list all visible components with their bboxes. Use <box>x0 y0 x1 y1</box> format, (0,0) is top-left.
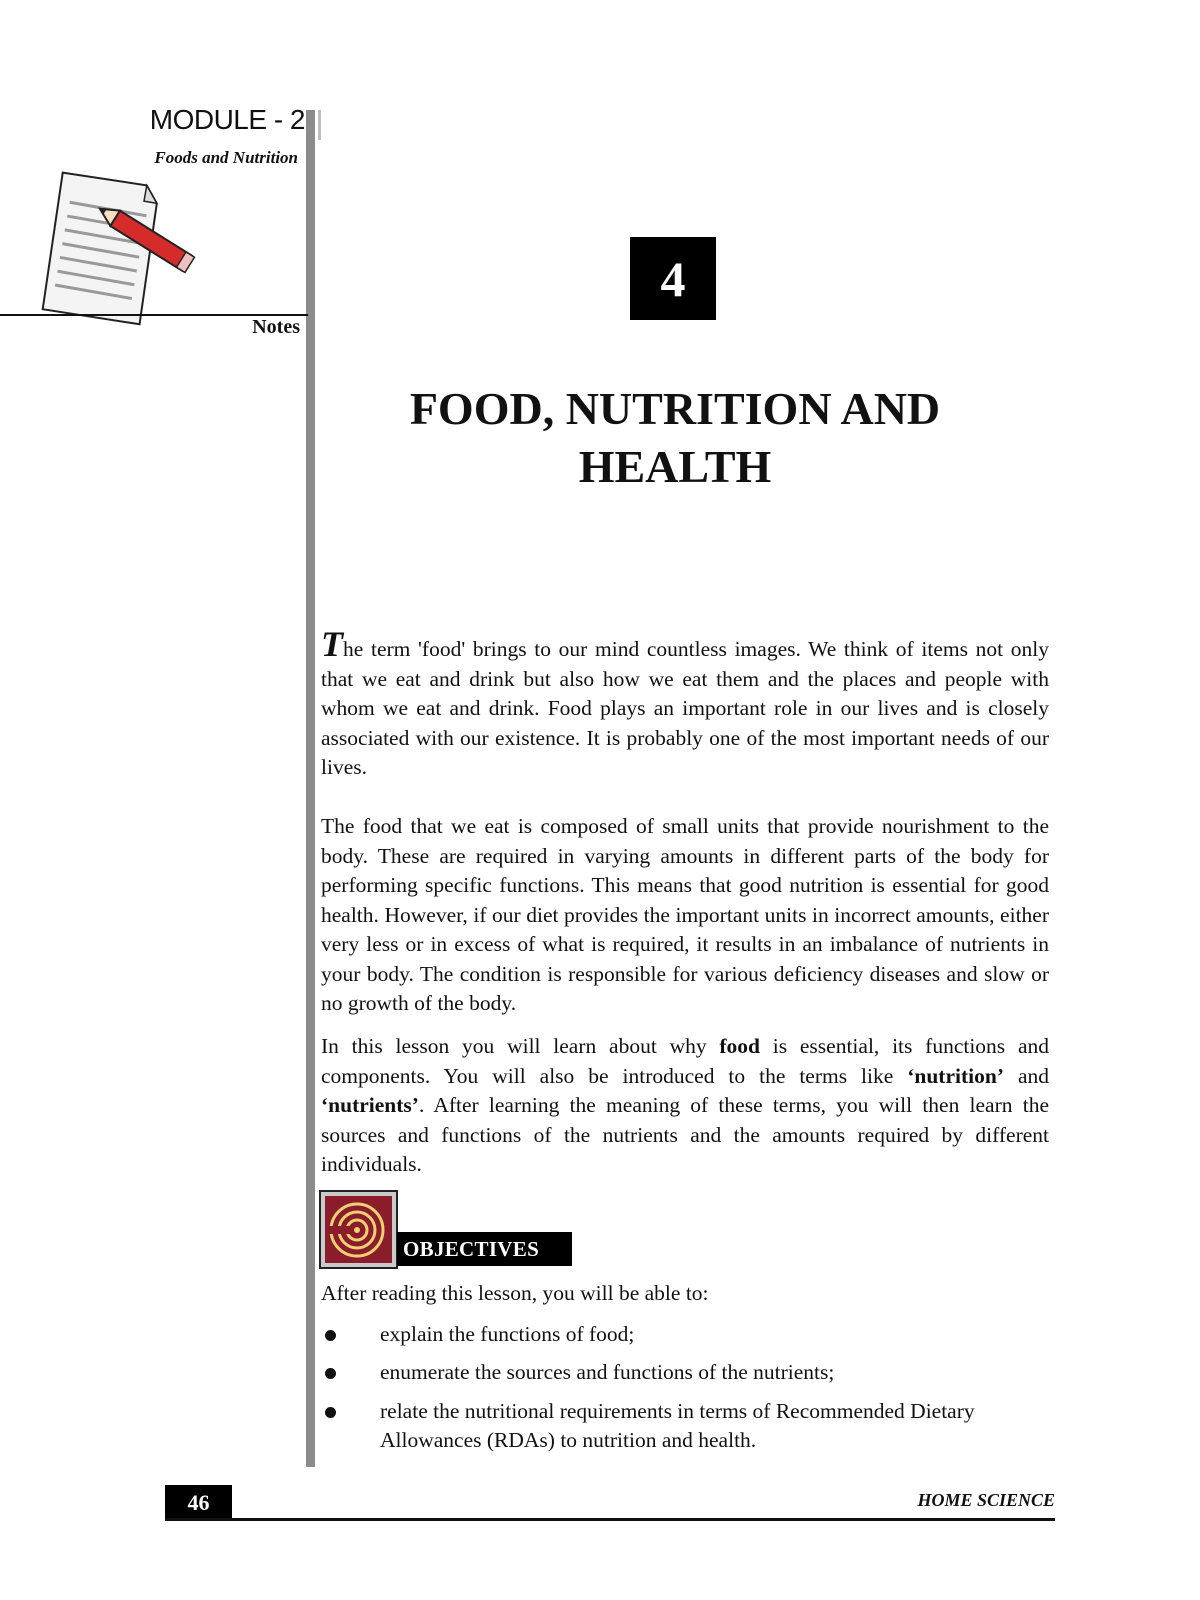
notes-label: Notes <box>252 316 300 338</box>
page-number: 46 <box>165 1485 232 1520</box>
paragraph-3 <box>321 1032 1049 1180</box>
objective-item <box>321 1320 1049 1350</box>
objective-item <box>321 1397 1049 1457</box>
objectives-intro: After reading this lesson, you will be able to: <box>321 1281 709 1305</box>
paragraph-2-text: The food that we eat is composed of small units that provide nourishment to the body. These are required in varying amounts in different parts of the body for performing specific functions. This means that good nutrition is essential for good health. However, if our diet provides the important units in incorrect amounts, either very less or in excess of what is required, it results in an imbalance of nutrients in your body. The condition is responsible for various deficiency diseases and slow or no growth of the body. <box>321 814 1049 1015</box>
bullet-icon <box>325 1330 336 1341</box>
paragraph-1 <box>321 624 1049 783</box>
bullet-icon <box>325 1407 336 1418</box>
objectives-target-icon <box>319 1190 398 1269</box>
objective-text: explain the functions of food; <box>380 1322 635 1346</box>
module-label: MODULE - 2 <box>149 104 305 135</box>
objective-text: relate the nutritional requirements in terms of Recommended Dietary Allowances (RDAs) to nutrition and health. <box>380 1399 975 1452</box>
chapter-title <box>330 380 1020 496</box>
paragraph-3-text-a: In this lesson you will learn about why <box>321 1034 720 1058</box>
objectives-heading: OBJECTIVES <box>397 1232 572 1266</box>
paragraph-3-text-c: is essential, its functions and components. You will also be introduced to the terms like <box>321 1034 1049 1088</box>
chapter-number: 4 <box>630 237 716 320</box>
objective-text: enumerate the sources and functions of the nutrients; <box>380 1360 835 1384</box>
paragraph-1-text: he term 'food' brings to our mind countless images. We think of items not only that we eat and drink but also how we eat them and the places and people with whom we eat and drink. Food plays an important role in our lives and is closely associated with our existence. It is probably one of the most important needs of our lives. <box>321 637 1049 779</box>
drop-cap: T <box>321 624 343 664</box>
notes-pencil-icon <box>30 170 205 330</box>
term-nutrients: ‘nutrients’ <box>321 1093 419 1117</box>
paragraph-3-text-e: and <box>1003 1063 1049 1088</box>
term-food: food <box>719 1034 760 1058</box>
term-nutrition: ‘nutrition’ <box>907 1063 1004 1088</box>
chapter-title-line-1: FOOD, NUTRITION AND <box>409 383 941 434</box>
footer-rule <box>165 1518 1055 1521</box>
footer-subject: HOME SCIENCE <box>917 1490 1055 1510</box>
paragraph-3-text-g: . After learning the meaning of these terms, you will then learn the sources and functions of the nutrients and the amounts required by different individuals. <box>321 1093 1049 1176</box>
paragraph-2 <box>321 812 1049 1019</box>
objective-item <box>321 1358 1049 1388</box>
chapter-title-line-2: HEALTH <box>578 441 772 492</box>
module-subtitle: Foods and Nutrition <box>154 148 298 167</box>
bullet-icon <box>325 1368 336 1379</box>
sidebar-divider-accent <box>318 110 321 140</box>
